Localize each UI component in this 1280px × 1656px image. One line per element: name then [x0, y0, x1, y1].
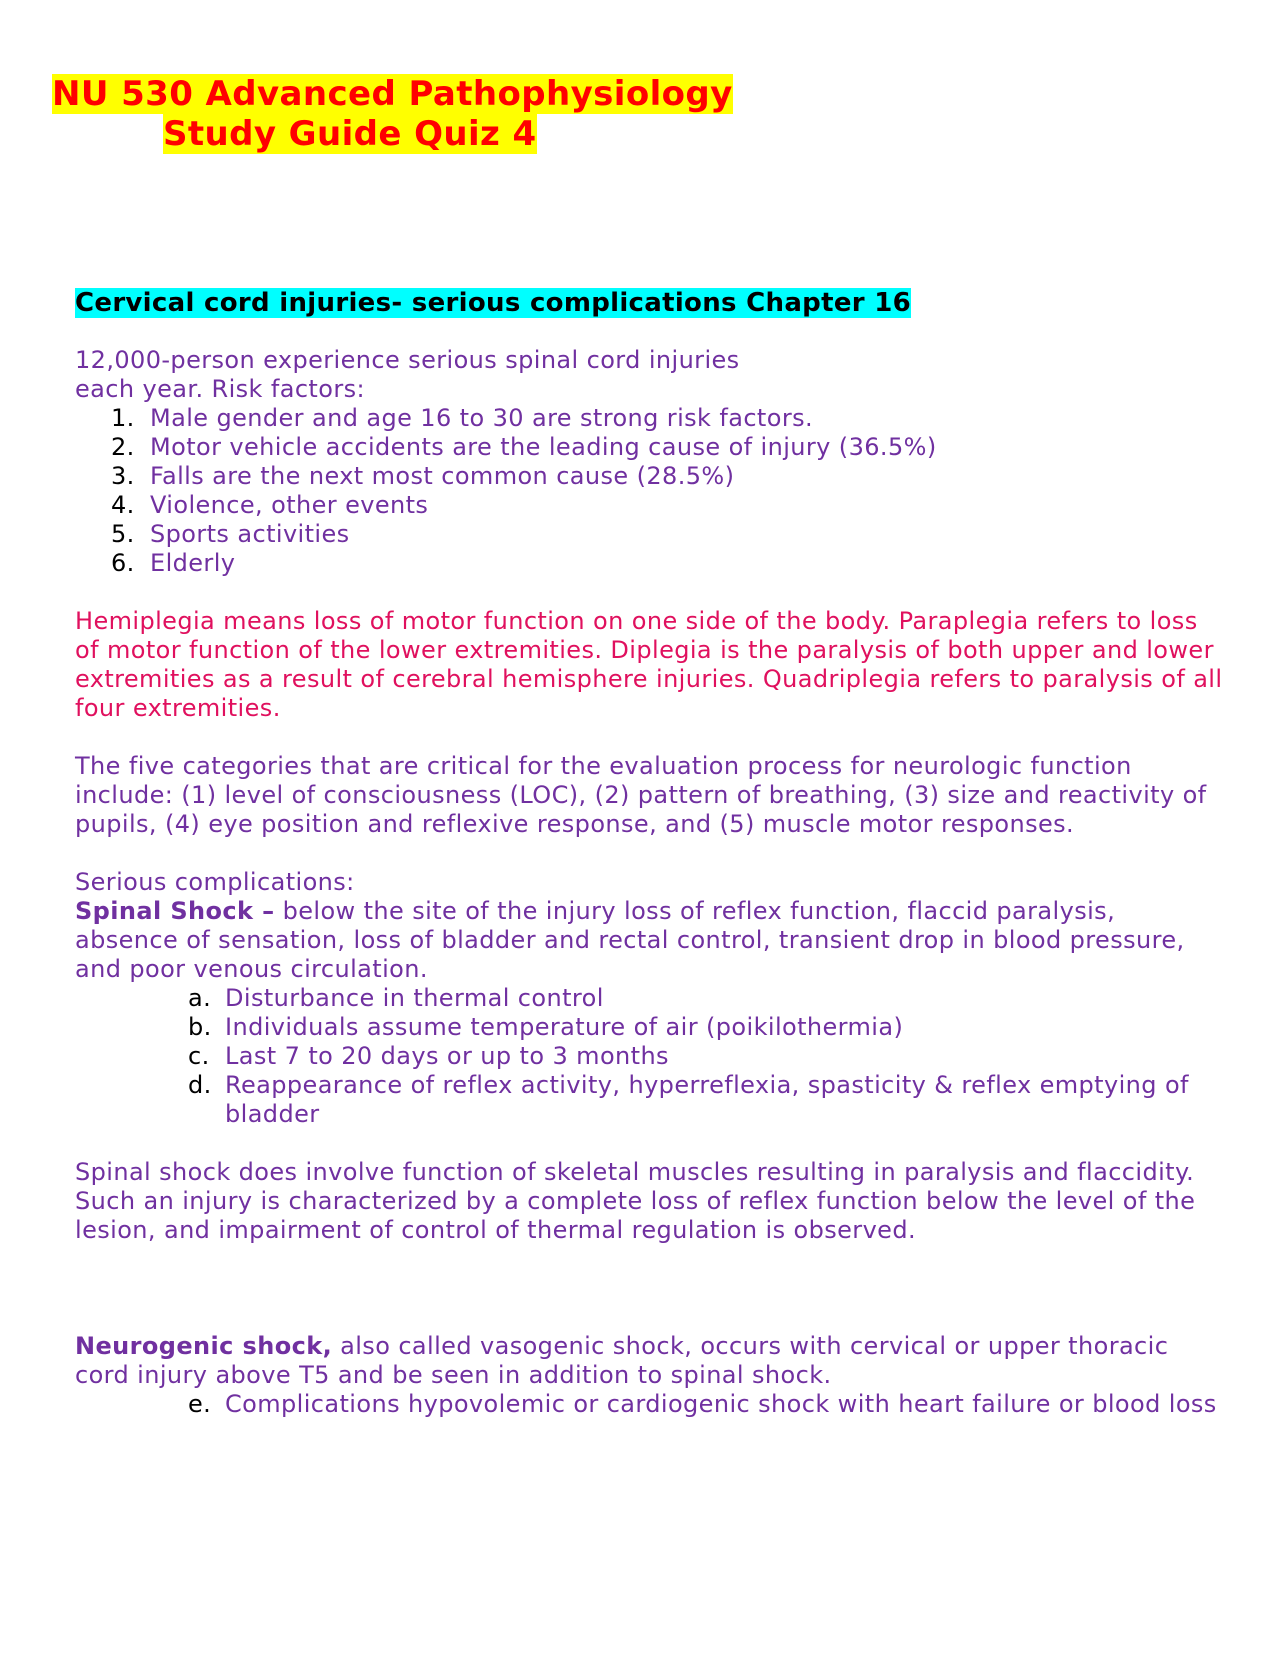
intro-line-1: 12,000-person experience serious spinal cord injuries	[75, 346, 740, 374]
list-item-text: Disturbance in thermal control	[225, 984, 604, 1012]
list-item	[75, 1071, 1225, 1129]
spinal-shock-list	[75, 984, 1225, 1129]
list-item-text: Motor vehicle accidents are the leading cause of injury (36.5%)	[150, 433, 937, 461]
list-item-text: Male gender and age 16 to 30 are strong risk factors.	[150, 404, 814, 432]
section-heading: Cervical cord injuries- serious complications Chapter 16	[75, 288, 912, 318]
definitions-paragraph: Hemiplegia means loss of motor function on one side of the body. Paraplegia refers to loss of motor function of the lower extremities. Diplegia is the paralysis of both upper and lower extremities as a result of cerebral hemisphere injuries. Quadriplegia refers to paralysis of all four extremities.	[75, 607, 1223, 722]
list-marker: 4.	[111, 491, 135, 519]
neurogenic-shock-paragraph	[75, 1332, 1225, 1390]
document-body	[75, 288, 1225, 1419]
neurogenic-shock-term: Neurogenic shock,	[75, 1332, 333, 1360]
list-marker: b.	[188, 1013, 212, 1041]
spinal-shock-summary: Spinal shock does involve function of skeletal muscles resulting in paralysis and flaccidity. Such an injury is characterized by a complete loss of reflex function below the level of the lesion, and impairment of control of thermal regulation is observed.	[75, 1158, 1196, 1244]
list-marker: d.	[188, 1071, 212, 1099]
list-item-text: Complications hypovolemic or cardiogenic shock with heart failure or blood loss	[225, 1390, 1217, 1418]
spinal-shock-term: Spinal Shock –	[75, 897, 275, 925]
list-item	[75, 491, 1225, 520]
spinal-shock-paragraph	[75, 897, 1225, 984]
list-item	[75, 1390, 1225, 1419]
list-item-text: Reappearance of reflex activity, hyperreflexia, spasticity & reflex emptying of bladder	[225, 1071, 1189, 1128]
list-marker: 2.	[111, 433, 135, 461]
list-marker: e.	[188, 1390, 212, 1418]
list-item	[75, 520, 1225, 549]
neurogenic-shock-list	[75, 1390, 1225, 1419]
risk-factors-list	[75, 404, 1225, 578]
spinal-shock-description: below the site of the injury loss of reflex function, flaccid paralysis, absence of sensation, loss of bladder and rectal control, transient drop in blood pressure, and poor venous circulation.	[75, 897, 1185, 983]
list-item	[75, 1013, 1225, 1042]
neurogenic-shock-description: also called vasogenic shock, occurs with cervical or upper thoracic cord injury above T5 and be seen in addition to spinal shock.	[75, 1332, 1169, 1389]
list-item	[75, 433, 1225, 462]
evaluation-paragraph: The five categories that are critical for the evaluation process for neurologic function include: (1) level of consciousness (LOC), (2) pattern of breathing, (3) size and reactivity of pupils, (4) eye position and reflexive response, and (5) muscle motor responses.	[75, 752, 1207, 838]
list-marker: 6.	[111, 549, 135, 577]
intro-line-2: each year. Risk factors:	[75, 375, 365, 403]
list-item	[75, 549, 1225, 578]
list-item	[75, 462, 1225, 491]
list-item	[75, 1042, 1225, 1071]
list-item-text: Falls are the next most common cause (28.5%)	[150, 462, 735, 490]
list-item-text: Individuals assume temperature of air (poikilothermia)	[225, 1013, 904, 1041]
list-marker: 1.	[111, 404, 135, 432]
document-title-line-1: NU 530 Advanced Pathophysiology	[52, 74, 733, 114]
list-marker: 3.	[111, 462, 135, 490]
list-marker: c.	[188, 1042, 210, 1070]
list-item-text: Elderly	[150, 549, 236, 577]
list-item	[75, 984, 1225, 1013]
list-item-text: Last 7 to 20 days or up to 3 months	[225, 1042, 669, 1070]
list-item	[75, 404, 1225, 433]
document-title-line-2: Study Guide Quiz 4	[163, 114, 537, 154]
list-marker: 5.	[111, 520, 135, 548]
list-marker: a.	[188, 984, 212, 1012]
list-item-text: Sports activities	[150, 520, 350, 548]
list-item-text: Violence, other events	[150, 491, 429, 519]
complications-label: Serious complications:	[75, 868, 355, 896]
